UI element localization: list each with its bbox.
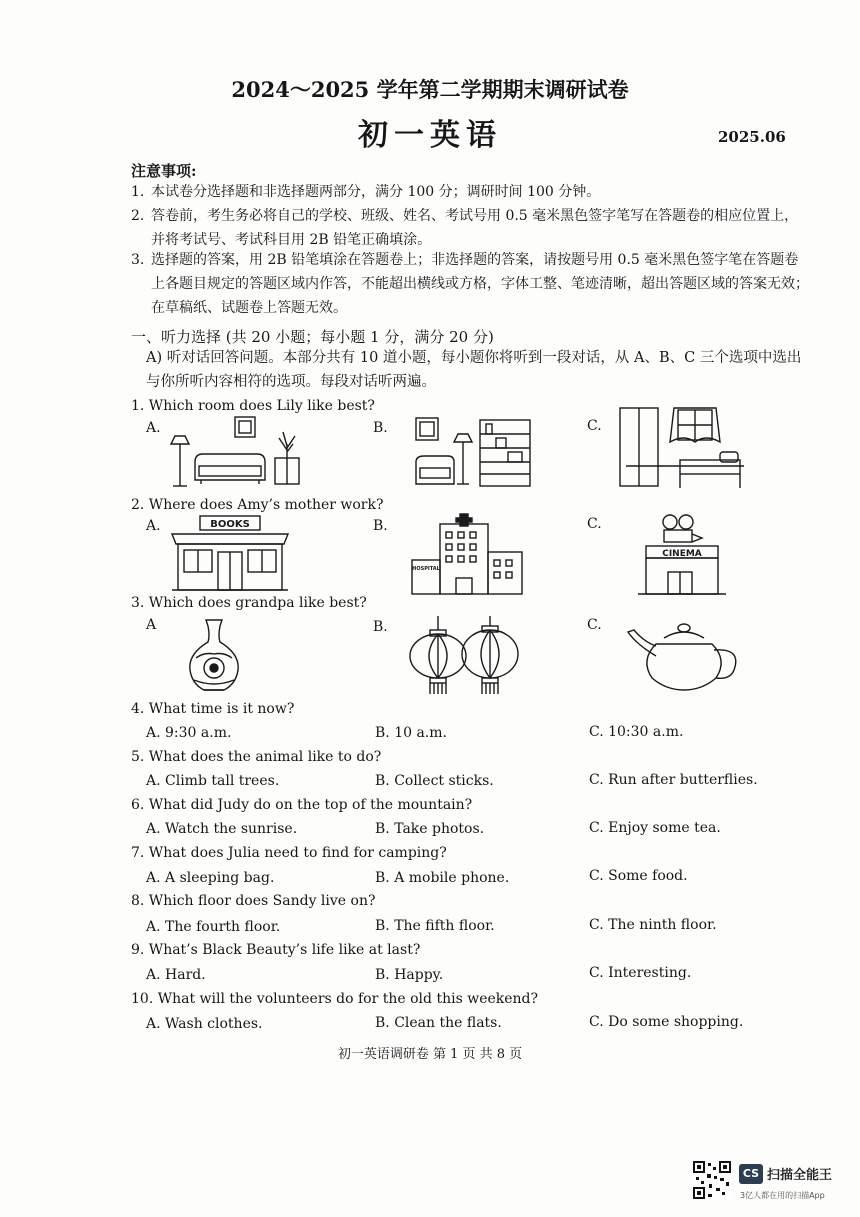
scanner-app-name: 扫描全能王 (767, 1168, 833, 1183)
option-c: C. Enjoy some tea. (589, 820, 721, 836)
cs-logo: CS (739, 1164, 763, 1184)
option-b: B. A mobile phone. (375, 870, 510, 886)
option-b: B. The fifth floor. (375, 918, 495, 934)
bedroom-picture (616, 404, 746, 490)
vase-picture (184, 618, 244, 694)
option-label-c: C. (587, 516, 602, 532)
notice-num: 3. (131, 252, 145, 268)
question-4: 4. What time is it now? (131, 701, 295, 717)
question-1: 1. Which room does Lily like best? (131, 398, 375, 414)
option-label-c: C. (587, 418, 602, 434)
part-a-instructions: A) 听对话回答问题。本部分共有 10 道小题，每小题你将听到一段对话，从 A、B、C 三个选项中选出与你所听内容相符的选项。每段对话听两遍。 (146, 350, 802, 390)
teapot-picture (626, 620, 746, 692)
option-a: A. A sleeping bag. (146, 870, 275, 886)
notice-heading: 注意事项: (131, 162, 197, 180)
notice-item-1 (131, 180, 811, 204)
exam-date: 2025.06 (718, 128, 786, 146)
option-c: C. The ninth floor. (589, 917, 717, 933)
notice-num: 1. (131, 184, 145, 200)
option-b: B. Happy. (375, 967, 444, 983)
option-c: C. Some food. (589, 868, 688, 884)
qr-code-icon (692, 1160, 732, 1200)
option-c: C. Do some shopping. (589, 1014, 744, 1030)
page-footer: 初一英语调研卷 第 1 页 共 8 页 (337, 1047, 523, 1062)
notice-text: 答卷前，考生务必将自己的学校、班级、姓名、考试号用 0.5 毫米黑色签字笔写在答题卷的相应位置上，并将考试号、考试科目用 2B 铅笔正确填涂。 (151, 208, 799, 248)
exam-title: 2024～2025 学年第二学期期末调研试卷 (231, 77, 629, 102)
option-b: B. Collect sticks. (375, 773, 494, 789)
hospital-picture (410, 512, 526, 596)
option-label-b: B. (373, 420, 388, 436)
cinema-sign: CINEMA (662, 549, 702, 559)
option-label-b: B. (373, 619, 388, 635)
question-3: 3. Which does grandpa like best? (131, 595, 367, 611)
notice-num: 2. (131, 208, 145, 224)
lanterns-picture (406, 614, 526, 696)
option-c: C. 10:30 a.m. (589, 724, 684, 740)
option-label-b: B. (373, 518, 388, 534)
option-c: C. Interesting. (589, 965, 692, 981)
option-b: B. 10 a.m. (375, 725, 447, 741)
option-label-c: C. (587, 617, 602, 633)
notice-item-2 (131, 204, 811, 252)
question-7: 7. What does Julia need to find for camping? (131, 845, 447, 861)
option-a: A. Hard. (146, 967, 206, 983)
living-room-picture (165, 414, 305, 488)
question-8: 8. Which floor does Sandy live on? (131, 893, 376, 909)
section-title: 一、听力选择 (共 20 小题；每小题 1 分，满分 20 分) (131, 328, 494, 346)
option-a: A. The fourth floor. (146, 919, 281, 935)
notice-item-3 (131, 248, 811, 320)
question-5: 5. What does the animal like to do? (131, 749, 382, 765)
bookshop-sign: BOOKS (210, 519, 250, 530)
question-2: 2. Where does Amy’s mother work? (131, 497, 384, 513)
notice-text: 选择题的答案，用 2B 铅笔填涂在答题卷上；非选择题的答案，请按题号用 0.5 毫米黑色签字笔在答题卷上各题目规定的答题区域内作答，不能超出横线或方格，字体工整、笔迹清晰，超出答题区域的答案无效；在草稿纸、试题卷上答题无效。 (151, 252, 809, 316)
question-6: 6. What did Judy do on the top of the mountain? (131, 797, 473, 813)
question-9: 9. What’s Black Beauty’s life like at last? (131, 942, 421, 958)
bookshop-picture (170, 512, 290, 592)
option-a: A. Climb tall trees. (146, 773, 280, 789)
option-label-a: A. (146, 420, 161, 436)
option-a: A. 9:30 a.m. (146, 725, 232, 741)
question-10: 10. What will the volunteers do for the old this weekend? (131, 991, 539, 1007)
option-b: B. Clean the flats. (375, 1015, 502, 1031)
notice-text: 本试卷分选择题和非选择题两部分，满分 100 分；调研时间 100 分钟。 (151, 184, 601, 200)
option-b: B. Take photos. (375, 821, 485, 837)
option-label-a: A (146, 617, 157, 633)
option-a: A. Watch the sunrise. (146, 821, 298, 837)
subject-title: 初一英语 (358, 118, 502, 153)
option-label-a: A. (146, 518, 161, 534)
option-a: A. Wash clothes. (146, 1016, 263, 1032)
cinema-picture (638, 512, 730, 596)
hospital-sign: HOSPITAL (412, 566, 440, 572)
option-c: C. Run after butterflies. (589, 772, 758, 788)
scanner-tagline: 3亿人都在用的扫描App (740, 1191, 825, 1200)
study-room-picture (410, 416, 540, 488)
